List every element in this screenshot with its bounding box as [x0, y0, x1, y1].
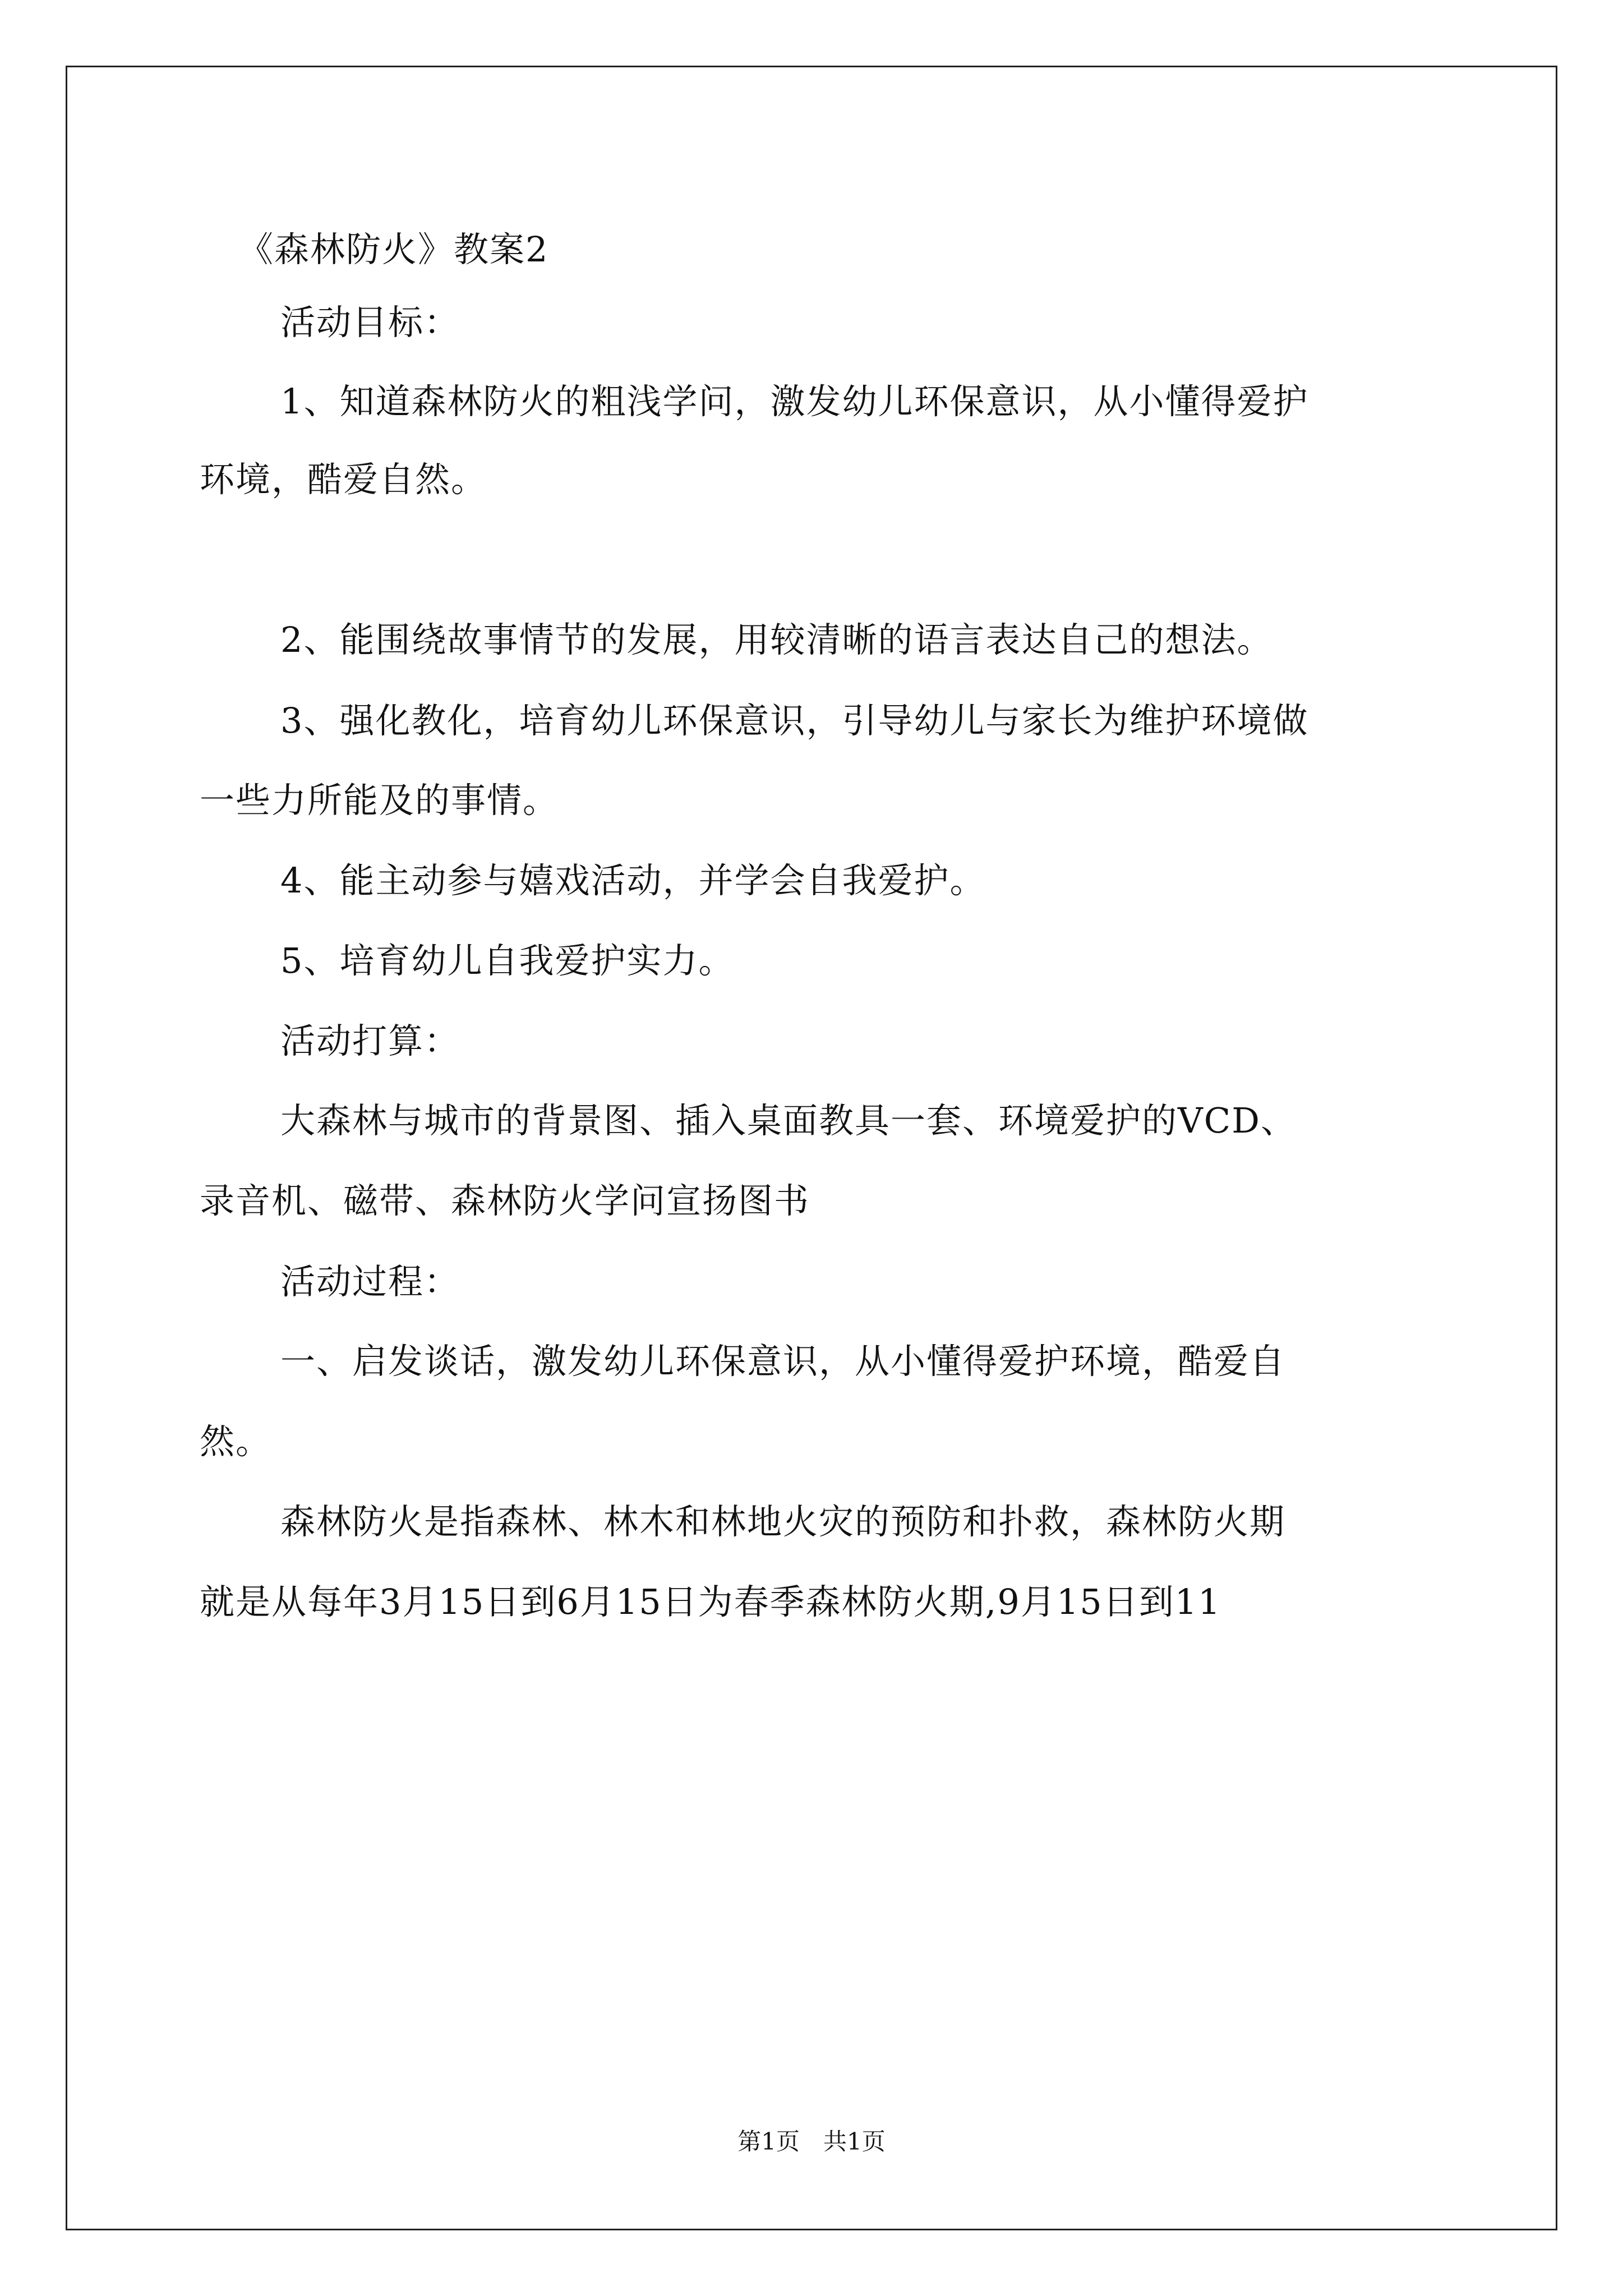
document-title: 《森林防火》教案2 — [238, 229, 549, 270]
paragraph-line: 一些力所能及的事情。 — [200, 780, 559, 821]
paragraph-line: 4、能主动参与嬉戏活动，并学会自我爱护。 — [280, 860, 986, 901]
section-heading-process: 活动过程： — [280, 1261, 460, 1302]
paragraph-line: 2、能围绕故事情节的发展，用较清晰的语言表达自己的想法。 — [280, 619, 1273, 660]
paragraph-line: 3、强化教化，培育幼儿环保意识，引导幼儿与家长为维护环境做 — [280, 700, 1309, 741]
paragraph-line: 录音机、磁带、森林防火学问宣扬图书 — [200, 1180, 810, 1221]
paragraph-line: 1、知道森林防火的粗浅学问，激发幼儿环保意识，从小懂得爱护 — [280, 381, 1309, 422]
paragraph-line: 环境，酷爱自然。 — [200, 459, 487, 500]
paragraph-line: 森林防火是指森林、林木和林地火灾的预防和扑救，森林防火期 — [280, 1501, 1286, 1542]
paragraph-line: 大森林与城市的背景图、插入桌面教具一套、环境爱护的VCD、 — [280, 1100, 1297, 1141]
paragraph-line: 一、启发谈话，激发幼儿环保意识，从小懂得爱护环境，酷爱自 — [280, 1341, 1286, 1382]
section-heading-goals: 活动目标： — [280, 302, 460, 343]
paragraph-line: 5、培育幼儿自我爱护实力。 — [280, 940, 735, 981]
paragraph-line: 然。 — [200, 1421, 272, 1462]
section-heading-preparation: 活动打算： — [280, 1020, 460, 1061]
paragraph-line: 就是从每年3月15日到6月15日为春季森林防火期,9月15日到11 — [200, 1581, 1221, 1622]
page-indicator: 第1页 共1页 — [737, 2128, 886, 2155]
